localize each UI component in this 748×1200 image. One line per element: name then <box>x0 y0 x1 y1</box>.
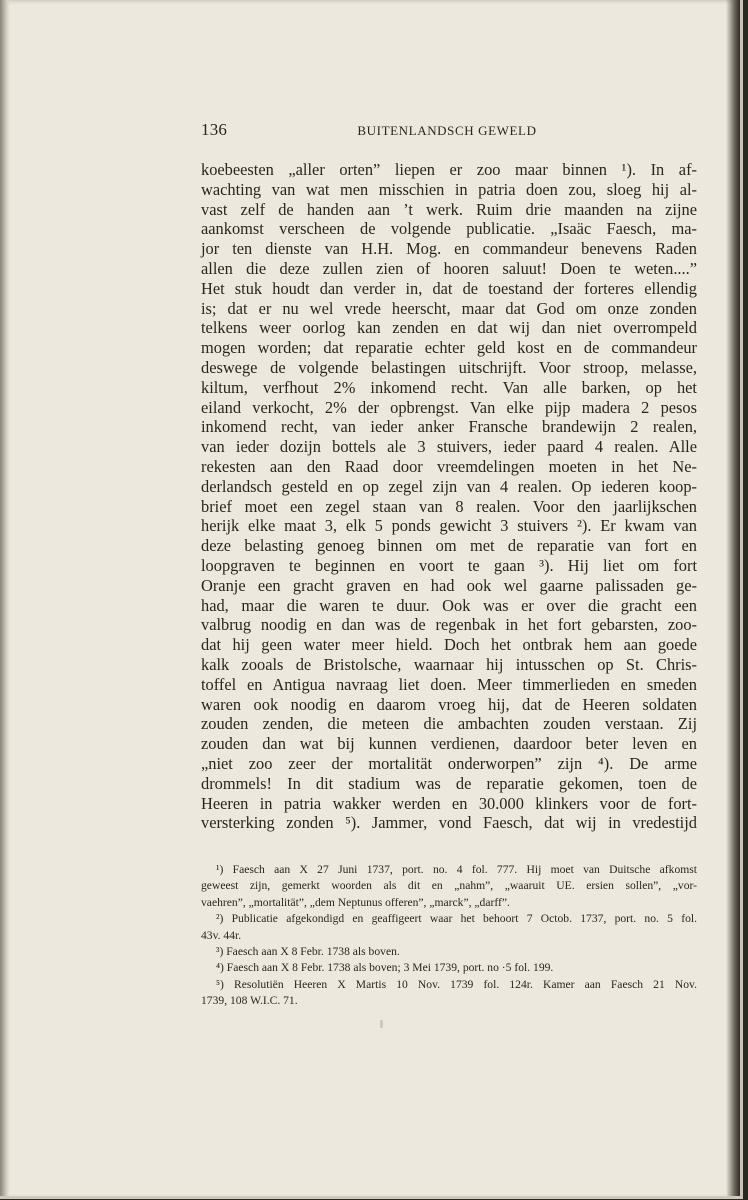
body-line: allen die deze zullen zien of hooren saluut! Doen te weten....” <box>201 258 697 278</box>
paper-mark <box>380 1020 383 1028</box>
body-line: had, maar die waren te duur. Ook was er over die gracht een <box>201 595 697 615</box>
running-head <box>201 120 693 144</box>
body-line: koebeesten „aller orten” liepen er zoo maar binnen ¹). In af- <box>201 160 697 179</box>
body-line: zouden zenden, die meteen die ambachten zouden verstaan. Zij <box>201 714 697 734</box>
footnote-line: ²) Publicatie afgekondigd en geaffigeert waar het behoort 7 Octob. 1737, port. no. 5 fol. <box>216 912 697 926</box>
body-line: vast zelf de handen aan ’t werk. Ruim drie maanden na zijne <box>201 199 697 219</box>
body-line: derlandsch gesteld en op zegel zijn van 4 realen. Op iederen koop- <box>201 476 697 496</box>
body-line: dat hij geen water meer hield. Doch het ontbrak hem aan goede <box>201 635 697 655</box>
body-line: toffel en Antigua navraag liet doen. Meer timmerlieden en smeden <box>201 674 697 694</box>
body-text <box>201 160 697 833</box>
body-line: waren ook noodig en daarom vroeg hij, dat de Heeren soldaten <box>201 694 697 714</box>
body-line: brief moet een zegel staan van 8 realen. Voor den jaarlijkschen <box>201 496 697 516</box>
page-number: 136 <box>201 120 228 139</box>
body-line: Oranje een gracht graven en had ook wel gaarne palissaden ge- <box>201 575 697 595</box>
body-line: van ieder dozijn bottels ale 3 stuivers, ieder paard 4 realen. Alle <box>201 437 697 457</box>
body-line: „niet zoo zeer der mortalität onderworpen” zijn ⁴). De arme <box>201 753 697 773</box>
body-line: eiland verkocht, 2% der opbrengst. Van elke pijp madera 2 pesos <box>201 397 697 417</box>
body-line: wachting van wat men misschien in patria doen zou, sloeg hij al- <box>201 179 697 199</box>
body-line: is; dat er nu wel vrede heerscht, maar dat God om onze zonden <box>201 298 697 318</box>
footnote-line: ³) Faesch aan X 8 Febr. 1738 als boven. <box>216 944 400 958</box>
body-line: kalk zooals de Bristolsche, waarnaar hij intusschen op St. Chris- <box>201 654 697 674</box>
body-line: herijk elke maat 3, elk 5 ponds gewicht 3 stuivers ²). Er kwam van <box>201 516 697 536</box>
body-line: drommels! In dit stadium was de reparatie gekomen, toen de <box>201 773 697 793</box>
footnotes <box>201 862 697 1010</box>
body-line: Het stuk houdt dan verder in, dat de toestand der forteres ellendig <box>201 278 697 298</box>
body-line: telkens weer oorlog kan zenden en dat wij dan niet overrompeld <box>201 318 697 338</box>
running-title: BUITENLANDSCH GEWELD <box>357 123 537 138</box>
footnote-line: vaehren”, „mortalität”, „dem Neptunus offeren”, „marck”, „darff”. <box>201 895 510 909</box>
footnote-line: ¹) Faesch aan X 27 Juni 1737, port. no. 4 fol. 777. Hij moet van Duitsche afkomst <box>216 863 697 876</box>
body-line: deze belasting genoeg binnen om met de reparatie van fort en <box>201 536 697 556</box>
footnote-line: 1739, 108 W.I.C. 71. <box>201 994 298 1008</box>
body-line: Heeren in patria wakker werden en 30.000 klinkers voor de fort- <box>201 793 697 813</box>
body-line: inkomend recht, van ieder anker Fransche brandewijn 2 realen, <box>201 417 697 437</box>
body-line: rekesten aan den Raad door vreemdelingen moeten in het Ne- <box>201 456 697 476</box>
body-line: zouden dan wat bij kunnen verdienen, daardoor beter leven en <box>201 734 697 754</box>
body-line: aankomst verscheen de volgende publicatie. „Isaäc Faesch, ma- <box>201 219 697 239</box>
footnote-line: geweest zijn, gemerkt woorden als dit en „nahm”, „waaruit UE. ersien sollen”, „vor- <box>201 879 697 893</box>
body-line: valbrug noodig en dan was de regenbak in het fort gebarsten, zoo- <box>201 615 697 635</box>
footnote-line: ⁴) Faesch aan X 8 Febr. 1738 als boven; 3 Mei 1739, port. no ·5 fol. 199. <box>216 961 554 975</box>
footnote-line: 43v. 44r. <box>201 928 242 942</box>
body-line: versterking zonden ⁵). Jammer, vond Faesch, dat wij in vredestijd <box>201 813 697 833</box>
body-line: jor ten dienste van H.H. Mog. en commandeur benevens Raden <box>201 239 697 259</box>
body-line: mogen worden; dat reparatie echter geld kost en de commandeur <box>201 338 697 358</box>
body-line: kiltum, verfhout 2% inkomend recht. Van alle barken, op het <box>201 377 697 397</box>
footnote-line: ⁵) Resolutiën Heeren X Martis 10 Nov. 1739 fol. 124r. Kamer aan Faesch 21 Nov. <box>216 977 697 991</box>
body-line: loopgraven te beginnen en voort te gaan ³). Hij liet om fort <box>201 555 697 575</box>
body-line: deswege de volgende belastingen uitschrijft. Voor stroop, melasse, <box>201 357 697 377</box>
